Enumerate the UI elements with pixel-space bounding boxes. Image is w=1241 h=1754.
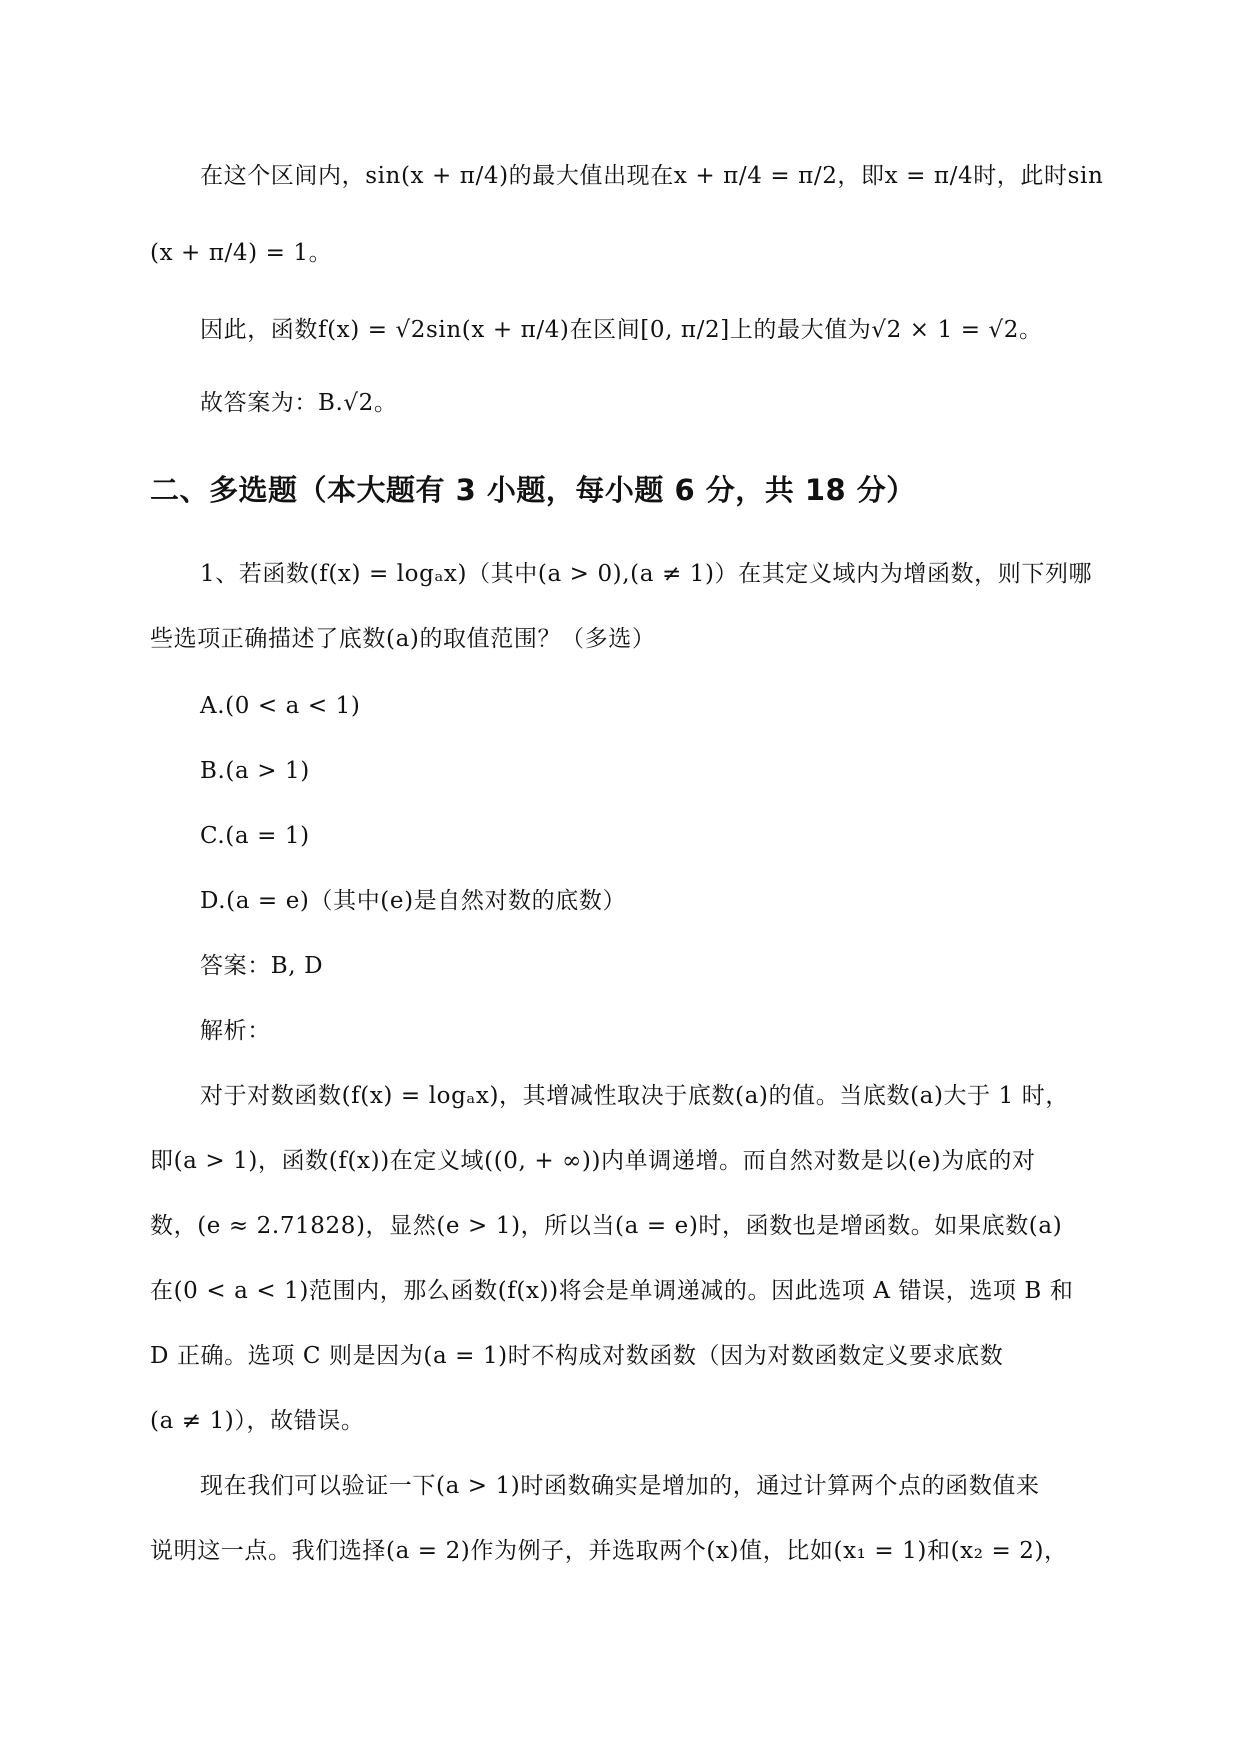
option-c: C.(a = 1) bbox=[200, 823, 310, 849]
option-d: D.(a = e)（其中(e)是自然对数的底数） bbox=[200, 888, 627, 914]
analysis-label: 解析： bbox=[200, 1018, 271, 1044]
question-line-1: 1、若函数(f(x) = logₐx)（其中(a > 0),(a ≠ 1)）在其定义域内为增函数，则下列哪 bbox=[200, 561, 1093, 587]
section-heading: 二、多选题（本大题有 3 小题，每小题 6 分，共 18 分） bbox=[150, 473, 916, 507]
analysis-line-5: D 正确。选项 C 则是因为(a = 1)时不构成对数函数（因为对数函数定义要求底数 bbox=[150, 1343, 1004, 1369]
question-line-2: 些选项正确描述了底数(a)的取值范围？（多选） bbox=[150, 626, 656, 652]
option-b: B.(a > 1) bbox=[200, 758, 310, 784]
analysis-line-6: (a ≠ 1)），故错误。 bbox=[150, 1408, 365, 1434]
answer-label: 答案：B, D bbox=[200, 953, 324, 979]
paragraph-line-3: 因此，函数f(x) = √2sin(x + π/4)在区间[0, π/2]上的最大值为√2 × 1 = √2。 bbox=[200, 317, 1043, 343]
analysis-line-3: 数，(e ≈ 2.71828)，显然(e > 1)，所以当(a = e)时，函数也是增函数。如果底数(a) bbox=[150, 1213, 1063, 1239]
paragraph-line-1: 在这个区间内，sin(x + π/4)的最大值出现在x + π/4 = π/2，即x = π/4时，此时sin bbox=[200, 163, 1104, 189]
answer-line: 故答案为：B.√2。 bbox=[200, 390, 398, 416]
analysis-line-4: 在(0 < a < 1)范围内，那么函数(f(x))将会是单调递减的。因此选项 A 错误，选项 B 和 bbox=[150, 1278, 1074, 1304]
paragraph-line-2: (x + π/4) = 1。 bbox=[150, 240, 333, 266]
option-a: A.(0 < a < 1) bbox=[200, 693, 361, 719]
verification-line-1: 现在我们可以验证一下(a > 1)时函数确实是增加的，通过计算两个点的函数值来 bbox=[200, 1473, 1040, 1499]
analysis-line-1: 对于对数函数(f(x) = logₐx)，其增减性取决于底数(a)的值。当底数(a)大于 1 时， bbox=[200, 1083, 1070, 1109]
analysis-line-2: 即(a > 1)，函数(f(x))在定义域((0, + ∞))内单调递增。而自然对数是以(e)为底的对 bbox=[150, 1148, 1036, 1174]
verification-line-2: 说明这一点。我们选择(a = 2)作为例子，并选取两个(x)值，比如(x₁ = 1)和(x₂ = 2)， bbox=[150, 1538, 1068, 1564]
